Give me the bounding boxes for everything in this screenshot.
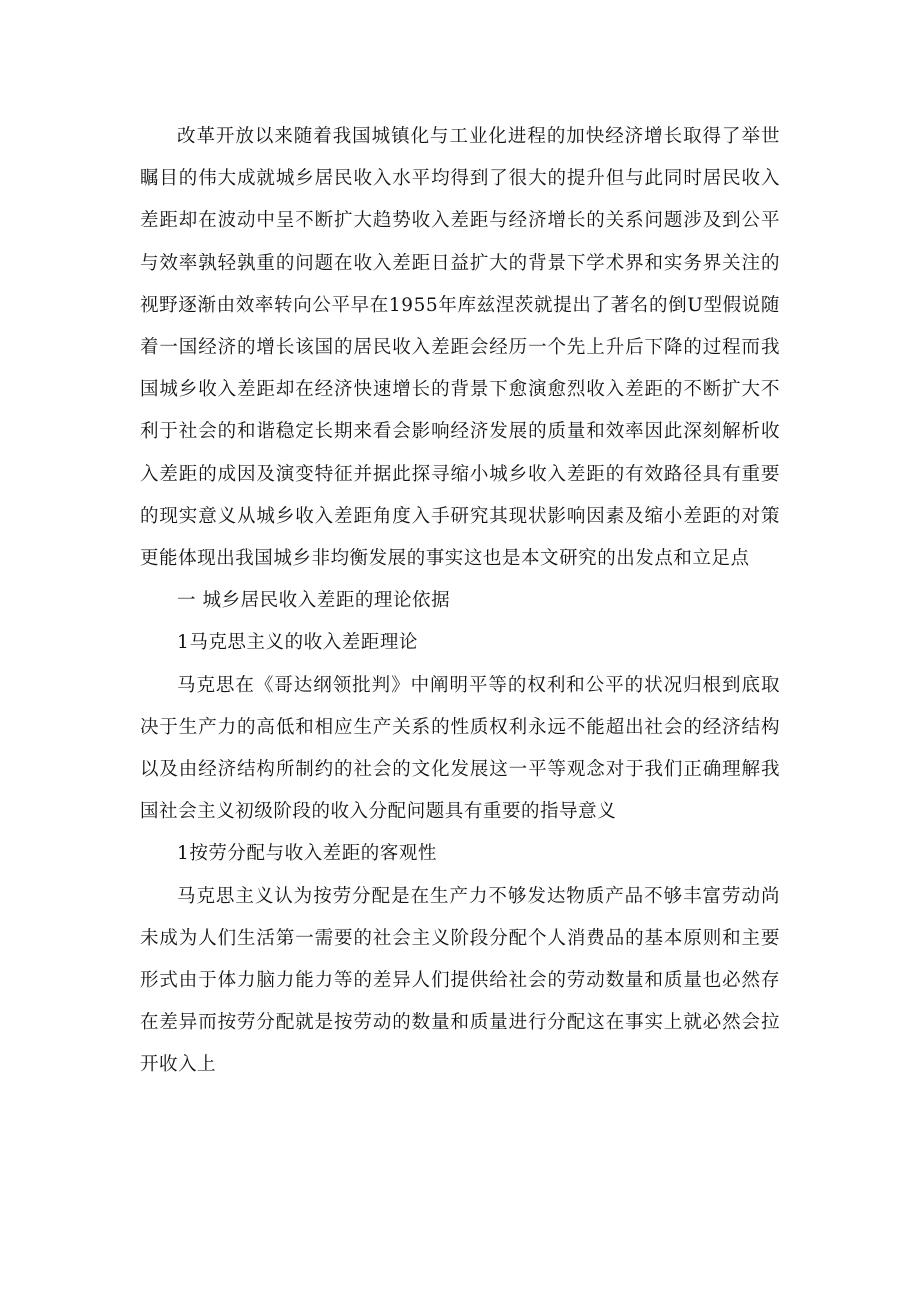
subsection-heading: 1马克思主义的收入差距理论 [177, 632, 418, 654]
section-heading: 一 城乡居民收入差距的理论依据 [177, 590, 451, 612]
marx-theory-paragraph: 马克思在《哥达纲领批判》中阐明平等的权利和公平的状况归根到底取决于生产力的高低和相应生产关系的性质权利永远不能超出社会的经济结构以及由经济结构所制约的社会的文化发展这一平等观念对于我们正确理解我国社会主义初级阶段的收入分配问题具有重要的指导意义 [140, 674, 780, 823]
intro-paragraph: 改革开放以来随着我国城镇化与工业化进程的加快经济增长取得了举世瞩目的伟大成就城乡居民收入水平均得到了很大的提升但与此同时居民收入差距却在波动中呈不断扩大趋势收入差距与经济增长的关系问题涉及到公平与效率孰轻孰重的问题在收入差距日益扩大的背景下学术界和实务界关注的视野逐渐由效率转向公平早在1955年库兹涅茨就提出了著名的倒U型假说随着一国经济的增长该国的居民收入差距会经历一个先上升后下降的过程而我国城乡收入差距却在经济快速增长的背景下愈演愈烈收入差距的不断扩大不利于社会的和谐稳定长期来看会影响经济发展的质量和效率因此深刻解析收入差距的成因及演变特征并据此探寻缩小城乡收入差距的有效路径具有重要的现实意义从城乡收入差距角度入手研究其现状影响因素及缩小差距的对策更能体现出我国城乡非均衡发展的事实这也是本文研究的出发点和立足点 [140, 126, 780, 570]
distribution-paragraph: 马克思主义认为按劳分配是在生产力不够发达物质产品不够丰富劳动尚未成为人们生活第一需要的社会主义阶段分配个人消费品的基本原则和主要形式由于体力脑力能力等的差异人们提供给社会的劳动数量和质量也必然存在差异而按劳分配就是按劳动的数量和质量进行分配这在事实上就必然会拉开收入上 [140, 885, 780, 1076]
document-body [140, 116, 780, 1087]
subsubsection-heading: 1按劳分配与收入差距的客观性 [177, 843, 437, 865]
